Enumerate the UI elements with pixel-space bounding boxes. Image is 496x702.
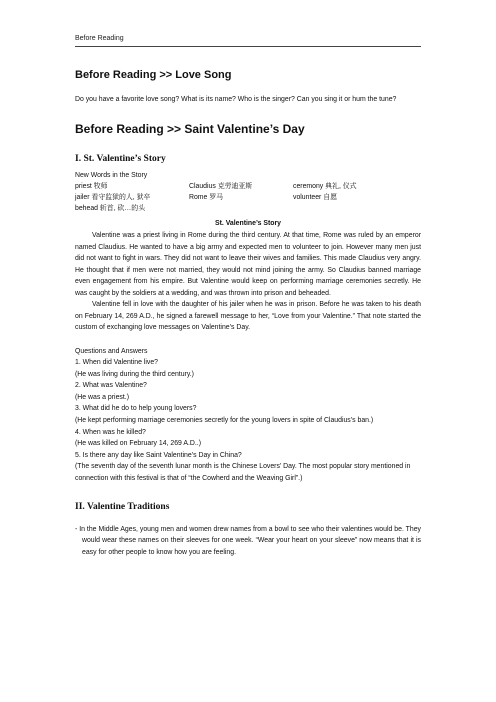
qa-question: 4. When was he killed?	[75, 428, 146, 436]
vocab-label: New Words in the Story	[75, 171, 148, 179]
vocab-row	[75, 181, 421, 192]
qa-answer: (The seventh day of the seventh lunar month is the Chinese Lovers’ Day. The most popular story mentioned in connection with this festival is that of “the Cowherd and the Weaving Girl”.)	[75, 463, 411, 483]
vocab-word: ceremony 典礼, 仪式	[293, 183, 357, 190]
story-title: St. Valentine’s Story	[215, 220, 281, 227]
page-content	[75, 60, 421, 565]
qa-answer: (He was killed on February 14, 269 A.D..)	[75, 440, 202, 448]
qa-question: 3. What did he do to help young lovers?	[75, 405, 197, 413]
qa-question: 2. What was Valentine?	[75, 382, 147, 390]
qa-answer: (He was living during the third century.)	[75, 370, 194, 378]
header-rule	[75, 46, 421, 47]
vocab-row	[75, 192, 421, 203]
vocab-word: jailer 看守监狱的人, 狱卒	[75, 194, 151, 201]
vocab-word: volunteer 自愿	[293, 194, 338, 201]
tradition-bullet: - In the Middle Ages, young men and women drew names from a bowl to see who their valentines would be. They would wear these names on their sleeves for one week. “Wear your heart on your sleeve” now means that it is easy for other people to know how you are feeling.	[75, 525, 421, 556]
vocab-word: Rome 罗马	[189, 194, 224, 201]
vocab-row	[75, 203, 421, 214]
story-paragraph: Valentine fell in love with the daughter of his jailer when he was in prison. Before he was taken to his death on February 14, 269 A.D., he signed a farewell message to her, “Love from your Valentine.” That note started the custom of exchanging love messages on Valentine’s Day.	[75, 301, 421, 331]
section-title-love-song: Before Reading >> Love Song	[75, 69, 232, 81]
qa-label: Questions and Answers	[75, 347, 148, 355]
love-song-prompt: Do you have a favorite love song? What is its name? Who is the singer? Can you sing it or hum the tune?	[75, 96, 397, 103]
qa-question: 5. Is there any day like Saint Valentine’s Day in China?	[75, 451, 242, 459]
running-header: Before Reading	[75, 35, 124, 42]
vocab-word: priest 牧师	[75, 183, 108, 190]
section-title-valentine: Before Reading >> Saint Valentine’s Day	[75, 121, 305, 136]
qa-question: 1. When did Valentine live?	[75, 359, 158, 367]
vocab-word: behead 斩首, 砍…的头	[75, 205, 146, 212]
part2-title: II. Valentine Traditions	[75, 501, 170, 512]
part1-title: I. St. Valentine’s Story	[75, 153, 166, 164]
qa-answer: (He kept performing marriage ceremonies secretly for the young lovers in spite of Claudius’s ban.)	[75, 417, 374, 425]
qa-answer: (He was a priest.)	[75, 393, 129, 401]
story-paragraph: Valentine was a priest living in Rome during the third century. At that time, Rome was ruled by an emperor named Claudius. He wanted to have a big army and expected men to volunteer to join. However many men just did not want to fight in wars. They did not want to leave their wives and families. This made Claudius very angry. He thought that if men were not married, they would not mind joining the army. So Claudius banned marriage even engagement from his empire. But Valentine would keep on performing marriage ceremonies secretly. He was caught by the soldiers at a wedding, and was thrown into prison and beheaded.	[75, 232, 421, 297]
vocab-word: Claudius 克劳迪亚斯	[189, 183, 253, 190]
